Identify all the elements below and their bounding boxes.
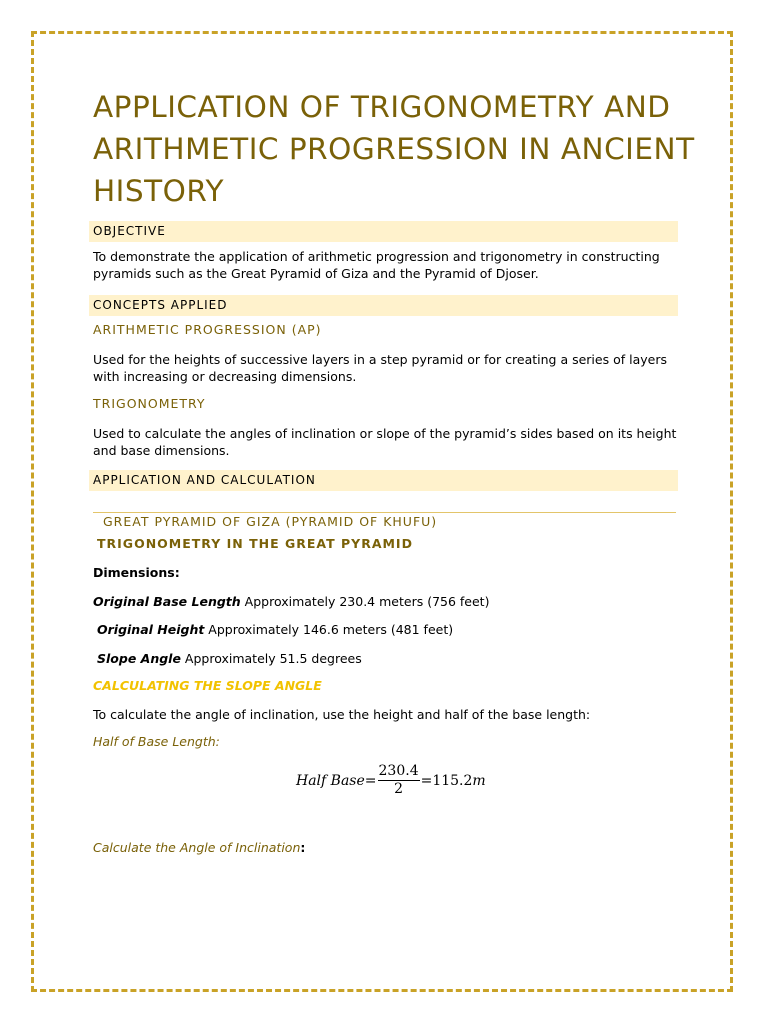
application-heading: APPLICATION AND CALCULATION [89, 470, 678, 491]
formula-fraction [378, 763, 420, 798]
half-base-label: Half of Base Length: [93, 734, 220, 749]
calc-angle-line [93, 840, 305, 855]
height-label: Original Height [97, 622, 205, 637]
great-pyramid-trig-heading: TRIGONOMETRY IN THE GREAT PYRAMID [97, 536, 413, 551]
formula-lhs: Half Base [296, 772, 365, 789]
base-length-line [93, 593, 683, 610]
height-line [97, 621, 687, 638]
calc-angle-label: Calculate the Angle of Inclination [93, 840, 301, 855]
formula-unit: m [472, 772, 486, 789]
calc-slope-heading: CALCULATING THE SLOPE ANGLE [93, 678, 322, 693]
concepts-heading: CONCEPTS APPLIED [89, 295, 678, 316]
slope-value: Approximately 51.5 degrees [180, 651, 362, 666]
giza-heading: GREAT PYRAMID OF GIZA (PYRAMID OF KHUFU) [103, 514, 438, 529]
base-length-label: Original Base Length [93, 594, 241, 609]
dimensions-label: Dimensions: [93, 565, 180, 580]
document-title: APPLICATION OF TRIGONOMETRY AND ARITHMETIC PROGRESSION IN ANCIENT HISTORY [93, 90, 695, 208]
half-base-formula [296, 763, 486, 798]
formula-equals: = [364, 772, 377, 789]
ap-text: Used for the heights of successive layers in a step pyramid or for creating a series of layers with increasing or decreasing dimensions. [93, 352, 667, 384]
trig-heading: TRIGONOMETRY [93, 396, 206, 411]
formula-numerator: 230.4 [378, 763, 419, 779]
slope-line [97, 650, 687, 667]
ap-heading: ARITHMETIC PROGRESSION (AP) [93, 322, 322, 337]
base-length-value: Approximately 230.4 meters (756 feet) [240, 594, 490, 609]
calc-intro: To calculate the angle of inclination, use the height and half of the base length: [93, 707, 591, 722]
calc-angle-colon: : [300, 840, 306, 855]
slope-label: Slope Angle [97, 651, 181, 666]
formula-result: =115.2 [420, 772, 473, 789]
formula-denominator: 2 [394, 781, 404, 797]
section-divider [93, 512, 676, 513]
trig-text: Used to calculate the angles of inclination or slope of the pyramid’s sides based on its height and base dimensions. [93, 426, 677, 458]
height-value: Approximately 146.6 meters (481 feet) [204, 622, 454, 637]
objective-heading: OBJECTIVE [89, 221, 678, 242]
objective-text: To demonstrate the application of arithmetic progression and trigonometry in constructing pyramids such as the Great Pyramid of Giza and the Pyramid of Djoser. [93, 249, 660, 281]
